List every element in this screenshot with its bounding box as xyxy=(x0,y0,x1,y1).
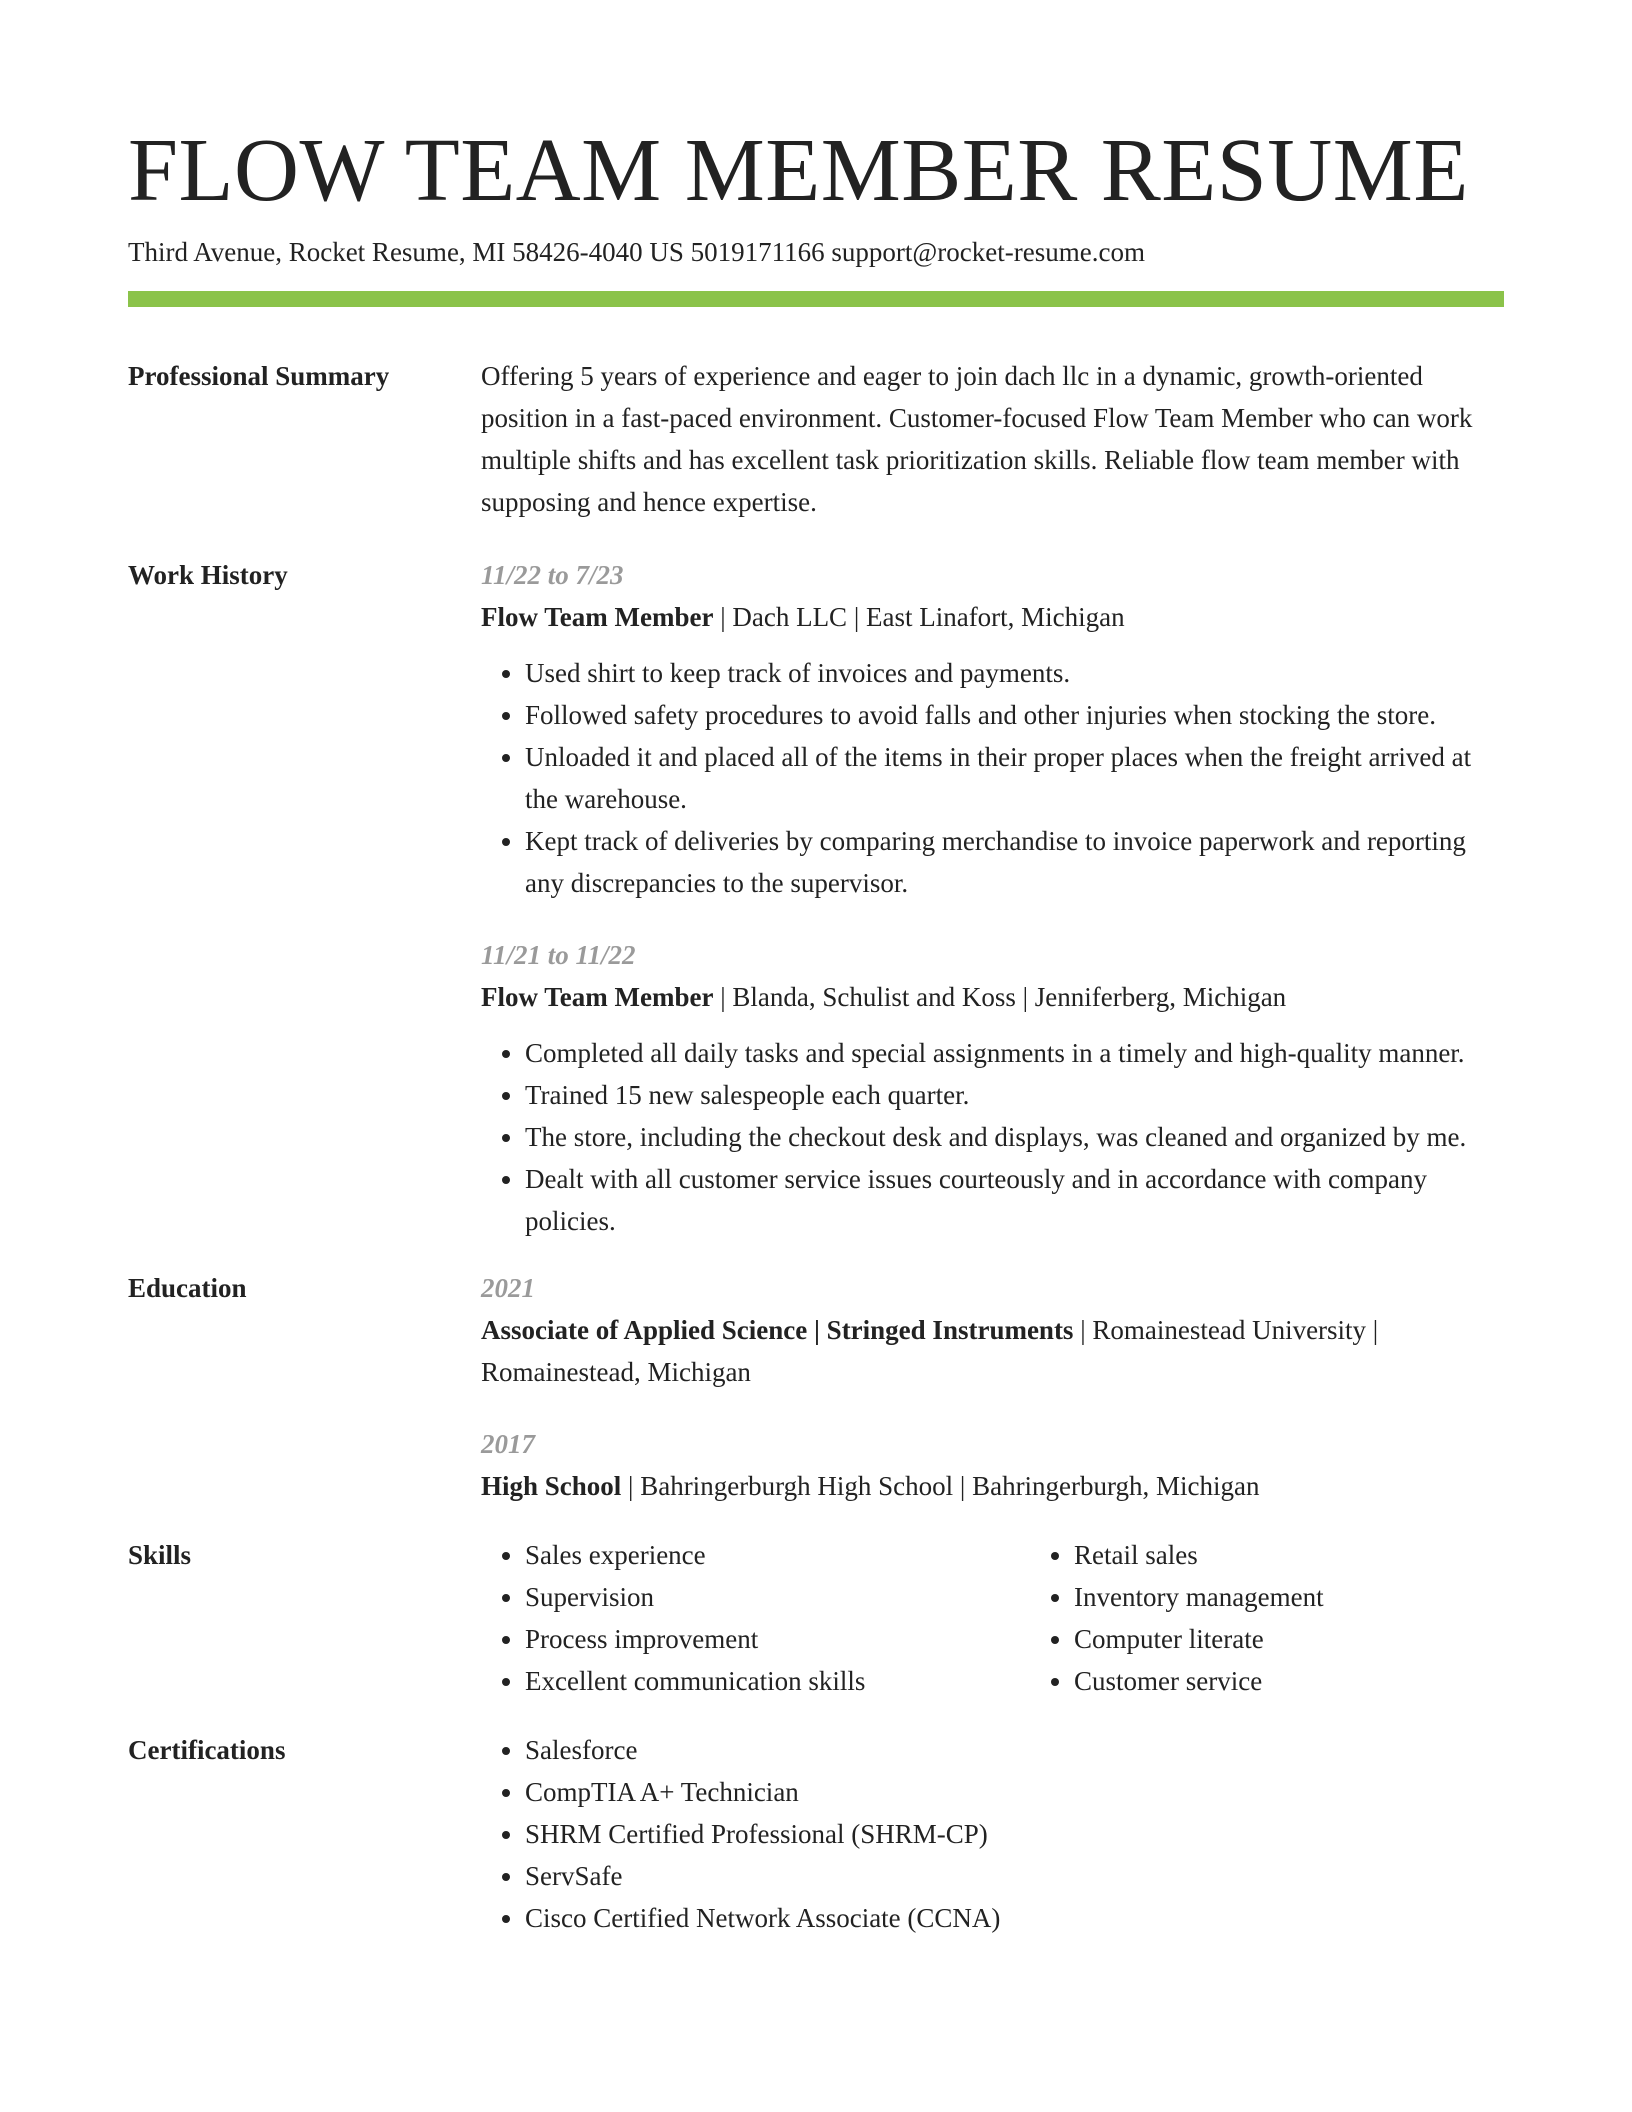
job-entry xyxy=(481,934,1504,1242)
education-degree: High School xyxy=(481,1471,622,1501)
job-role-line xyxy=(481,596,1504,638)
summary-text: Offering 5 years of experience and eager to join dach llc in a dynamic, growth-oriented position in a fast-paced environment. Customer-focused Flow Team Member who can work multiple shifts and has excellent task prioritization skills. Reliable flow team member with supposing and hence expertise. xyxy=(481,361,1473,517)
certifications-section xyxy=(128,1729,1504,1939)
list-item: • Customer service xyxy=(1074,1660,1504,1702)
list-item: • Trained 15 new salespeople each quarter. xyxy=(525,1074,1504,1116)
page-title: FLOW TEAM MEMBER RESUME xyxy=(128,121,1469,220)
header-divider xyxy=(128,291,1504,307)
list-item: • Used shirt to keep track of invoices and payments. xyxy=(525,652,1504,694)
section-label-certifications: Certifications xyxy=(128,1735,286,1765)
section-label-education: Education xyxy=(128,1273,247,1303)
job-dates: 11/22 to 7/23 xyxy=(481,560,624,590)
education-line xyxy=(481,1465,1504,1507)
list-item: • Followed safety procedures to avoid falls and other injuries when stocking the store. xyxy=(525,694,1504,736)
job-duties-list xyxy=(481,1032,1504,1242)
job-details: | Dach LLC | East Linafort, Michigan xyxy=(713,602,1125,632)
job-role-line xyxy=(481,976,1504,1018)
list-item: • Computer literate xyxy=(1074,1618,1504,1660)
list-item: • Unloaded it and placed all of the items in their proper places when the freight arrived at the warehouse. xyxy=(525,736,1504,820)
skills-section xyxy=(128,1534,1504,1702)
list-item: • Cisco Certified Network Associate (CCNA) xyxy=(525,1897,1504,1939)
list-item: • Inventory management xyxy=(1074,1576,1504,1618)
contact-info: Third Avenue, Rocket Resume, MI 58426-4040 US 5019171166 support@rocket-resume.com xyxy=(128,237,1145,267)
education-line xyxy=(481,1309,1504,1393)
work-history-section xyxy=(128,554,1504,1242)
education-degree: Associate of Applied Science | Stringed Instruments xyxy=(481,1315,1074,1345)
job-duties-list xyxy=(481,652,1504,904)
education-entry xyxy=(481,1423,1504,1507)
list-item: • Sales experience xyxy=(525,1534,1030,1576)
skills-list-column-1 xyxy=(481,1534,1030,1702)
education-details: | Bahringerburgh High School | Bahringerburgh, Michigan xyxy=(621,1471,1260,1501)
education-year: 2017 xyxy=(481,1429,535,1459)
list-item: • Salesforce xyxy=(525,1729,1504,1771)
certifications-list xyxy=(481,1729,1504,1939)
section-label-summary: Professional Summary xyxy=(128,361,390,391)
section-label-skills: Skills xyxy=(128,1540,192,1570)
section-label-work: Work History xyxy=(128,560,288,590)
list-item: • The store, including the checkout desk and displays, was cleaned and organized by me. xyxy=(525,1116,1504,1158)
list-item: • Dealt with all customer service issues courteously and in accordance with company policies. xyxy=(525,1158,1504,1242)
list-item: • Process improvement xyxy=(525,1618,1030,1660)
job-title: Flow Team Member xyxy=(481,982,714,1012)
job-details: | Blanda, Schulist and Koss | Jenniferberg, Michigan xyxy=(713,982,1287,1012)
certifications-body xyxy=(481,1729,1504,1939)
job-title: Flow Team Member xyxy=(481,602,714,632)
work-history-body xyxy=(481,554,1504,1242)
job-entry xyxy=(481,554,1504,904)
education-year: 2021 xyxy=(481,1273,535,1303)
skills-list-column-2 xyxy=(1030,1534,1504,1702)
education-entry xyxy=(481,1267,1504,1393)
list-item: • Supervision xyxy=(525,1576,1030,1618)
list-item: • Kept track of deliveries by comparing merchandise to invoice paperwork and reporting any discrepancies to the supervisor. xyxy=(525,820,1504,904)
list-item: • Excellent communication skills xyxy=(525,1660,1030,1702)
list-item: • Completed all daily tasks and special assignments in a timely and high-quality manner. xyxy=(525,1032,1504,1074)
education-details: | Romainestead University | Romainestead, Michigan xyxy=(481,1315,1379,1387)
list-item: • ServSafe xyxy=(525,1855,1504,1897)
education-section xyxy=(128,1267,1504,1507)
job-dates: 11/21 to 11/22 xyxy=(481,940,636,970)
skills-grid xyxy=(481,1534,1504,1702)
summary-section xyxy=(128,355,1504,523)
list-item: • Retail sales xyxy=(1074,1534,1504,1576)
skills-body xyxy=(481,1534,1504,1702)
list-item: • SHRM Certified Professional (SHRM-CP) xyxy=(525,1813,1504,1855)
list-item: • CompTIA A+ Technician xyxy=(525,1771,1504,1813)
education-body xyxy=(481,1267,1504,1507)
